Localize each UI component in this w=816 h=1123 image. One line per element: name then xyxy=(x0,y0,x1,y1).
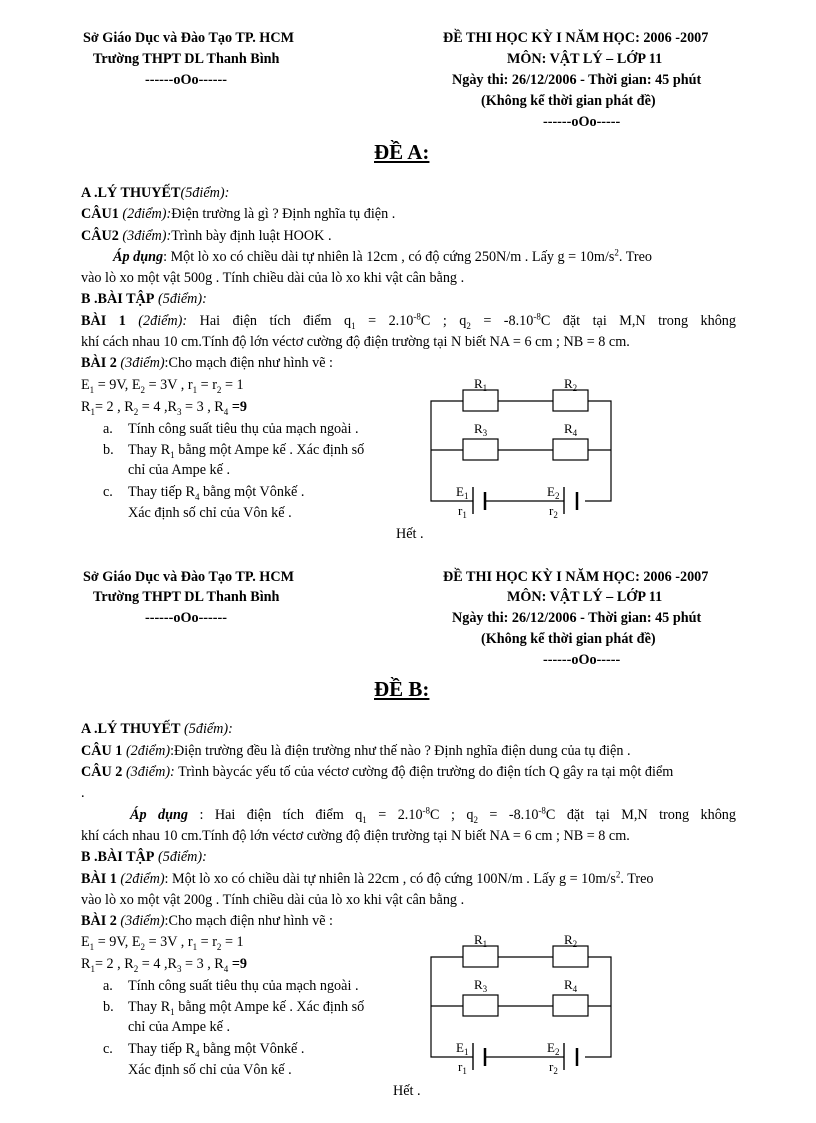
subject: MÔN: VẬT LÝ – LỚP 11 xyxy=(507,51,663,67)
task-b-line-2: chỉ của Ampe kế . xyxy=(128,1019,231,1035)
apply-line-2: khí cách nhau 10 cm.Tính độ lớn véctơ cường độ điện trường tại N biết NA = 6 cm ; NB = 8 cm. xyxy=(81,828,630,844)
label-r-internal-1: $r_1$ xyxy=(458,503,467,520)
time-note: (Không kể thời gian phát đề) xyxy=(481,631,656,647)
exam-code: ĐỀ B: xyxy=(374,677,430,701)
circuit-params-1: $E_1 = 9V$, $E_2 = 3V$ , $r_1 = r_2 = 1$ xyxy=(81,377,244,395)
label-r-internal-1: $r_1$ xyxy=(458,1059,467,1076)
section-exercise-heading: B .BÀI TẬP (5điểm): xyxy=(81,291,207,307)
apply-line-2: vào lò xo một vật 500g . Tính chiều dài của lò xo khi vật cân bằng . xyxy=(81,270,465,286)
task-c-line-2: Xác định số chỉ của Vôn kế . xyxy=(128,1062,292,1078)
task-a: Tính công suất tiêu thụ của mạch ngoài . xyxy=(128,421,359,437)
task-marker: b. xyxy=(103,999,114,1015)
task-a: Tính công suất tiêu thụ của mạch ngoài . xyxy=(128,978,359,994)
exam-code: ĐỀ A: xyxy=(374,140,430,164)
label-r4: $R_4$ xyxy=(564,421,578,438)
circuit-params-1: $E_1 = 9V$, $E_2 = 3V$ , $r_1 = r_2 = 1$ xyxy=(81,934,244,952)
task-marker: b. xyxy=(103,442,114,458)
circuit-diagram xyxy=(420,930,620,1082)
apply-line-1: Áp dụng : Hai điện tích điểm $q_1 = 2.10^{-8}C$ ; $q_2 = -8.10^{-8}C$ đặt tại M,N trong không xyxy=(130,805,736,825)
question-2-end: . xyxy=(81,785,85,801)
question-1: CÂU 1 (2điểm):Điện trường đều là điện trường như thế nào ? Định nghĩa điện dung của tụ điện . xyxy=(81,743,631,759)
separator: ------oOo------ xyxy=(145,72,227,88)
exercise-1-line-1: BÀI 1 (2điểm): Một lò xo có chiều dài tự nhiên là 22cm , có độ cứng 100N/m . Lấy $g = 10m/s^2$. Treo xyxy=(81,869,654,887)
exercise-1-line-1: BÀI 1 (2điểm): Hai điện tích điểm $q_1 = 2.10^{-8}C$ ; $q_2 = -8.10^{-8}C$ đặt tại M,N trong không xyxy=(81,311,736,331)
end-mark: Hết . xyxy=(396,526,424,542)
task-b-line-1: Thay $R_1$ bằng một Ampe kế . Xác định số xyxy=(128,999,365,1017)
resistor-r4 xyxy=(553,995,588,1016)
task-marker: a. xyxy=(103,978,113,994)
subject: MÔN: VẬT LÝ – LỚP 11 xyxy=(507,589,663,605)
label-r-internal-2: $r_2$ xyxy=(549,1059,558,1076)
school-name: Trường THPT DL Thanh Bình xyxy=(93,589,280,605)
question-1: CÂU1 (2điểm):Điện trường là gì ? Định nghĩa tụ điện . xyxy=(81,206,396,222)
circuit-params-2: $R_1= 2$ , $R_2 = 4$ $,R_3 = 3$ , $R_4 =9$ xyxy=(81,956,247,974)
apply-line-1: Áp dụng: Một lò xo có chiều dài tự nhiên là 12cm , có độ cứng 250N/m . Lấy $g = 10m/s^2$. Treo xyxy=(113,247,653,265)
task-c-line-1: Thay tiếp $R_4$ bằng một Vônkế . xyxy=(128,1041,305,1059)
exercise-2-heading: BÀI 2 (3điểm):Cho mạch điện như hình vẽ : xyxy=(81,913,334,929)
label-e2: $E_2$ xyxy=(547,1040,560,1057)
date-time: Ngày thi: 26/12/2006 - Thời gian: 45 phút xyxy=(452,72,702,88)
task-b-line-1: Thay $R_1$ bằng một Ampe kế . Xác định số xyxy=(128,442,365,460)
resistor-r2 xyxy=(553,946,588,967)
exam-title: ĐỀ THI HỌC KỲ I NĂM HỌC: 2006 -2007 xyxy=(443,30,709,46)
date-time: Ngày thi: 26/12/2006 - Thời gian: 45 phút xyxy=(452,610,702,626)
exercise-1-line-2: vào lò xo một vật 200g . Tính chiều dài của lò xo khi vật cân bằng . xyxy=(81,892,465,908)
exercise-2-heading: BÀI 2 (3điểm):Cho mạch điện như hình vẽ : xyxy=(81,355,334,371)
task-b-line-2: chỉ của Ampe kế . xyxy=(128,462,231,478)
resistor-r2 xyxy=(553,390,588,411)
task-marker: c. xyxy=(103,484,113,500)
separator: ------oOo----- xyxy=(543,114,621,130)
resistor-r1 xyxy=(463,946,498,967)
question-2: CÂU 2 (3điểm): Trình bàycác yếu tố của véctơ cường độ điện trường do điện tích Q gây ra tại một điểm xyxy=(81,764,674,780)
exam-title: ĐỀ THI HỌC KỲ I NĂM HỌC: 2006 -2007 xyxy=(443,569,709,585)
dept-name: Sở Giáo Dục và Đào Tạo TP. HCM xyxy=(83,30,294,46)
label-e2: $E_2$ xyxy=(547,484,560,501)
task-c-line-2: Xác định số chỉ của Vôn kế . xyxy=(128,505,292,521)
label-e1: $E_1$ xyxy=(456,1040,469,1057)
section-theory-heading: A .LÝ THUYẾT(5điểm): xyxy=(81,185,230,201)
end-mark: Hết . xyxy=(393,1083,421,1099)
resistor-r3 xyxy=(463,439,498,460)
task-marker: c. xyxy=(103,1041,113,1057)
label-r-internal-2: $r_2$ xyxy=(549,503,558,520)
question-2: CÂU2 (3điểm):Trình bày định luật HOOK . xyxy=(81,228,332,244)
school-name: Trường THPT DL Thanh Bình xyxy=(93,51,280,67)
label-r3: $R_3$ xyxy=(474,421,488,438)
section-exercise-heading: B .BÀI TẬP (5điểm): xyxy=(81,849,207,865)
section-theory-heading: A .LÝ THUYẾT (5điểm): xyxy=(81,721,233,737)
label-e1: $E_1$ xyxy=(456,484,469,501)
dept-name: Sở Giáo Dục và Đào Tạo TP. HCM xyxy=(83,569,294,585)
separator: ------oOo------ xyxy=(145,610,227,626)
label-r3: $R_3$ xyxy=(474,977,488,994)
task-c-line-1: Thay tiếp $R_4$ bằng một Vônkế . xyxy=(128,484,305,502)
task-marker: a. xyxy=(103,421,113,437)
label-r1: $R_1$ xyxy=(474,932,488,949)
circuit-params-2: $R_1= 2$ , $R_2 = 4$ $,R_3 = 3$ , $R_4 =9$ xyxy=(81,399,247,417)
time-note: (Không kể thời gian phát đề) xyxy=(481,93,656,109)
resistor-r1 xyxy=(463,390,498,411)
label-r2: $R_2$ xyxy=(564,376,578,393)
circuit-diagram xyxy=(420,374,620,526)
label-r1: $R_1$ xyxy=(474,376,488,393)
exercise-1-line-2: khí cách nhau 10 cm.Tính độ lớn véctơ cường độ điện trường tại N biết NA = 6 cm ; NB = 8 cm. xyxy=(81,334,630,350)
resistor-r3 xyxy=(463,995,498,1016)
separator: ------oOo----- xyxy=(543,652,621,668)
label-r4: $R_4$ xyxy=(564,977,578,994)
label-r2: $R_2$ xyxy=(564,932,578,949)
resistor-r4 xyxy=(553,439,588,460)
